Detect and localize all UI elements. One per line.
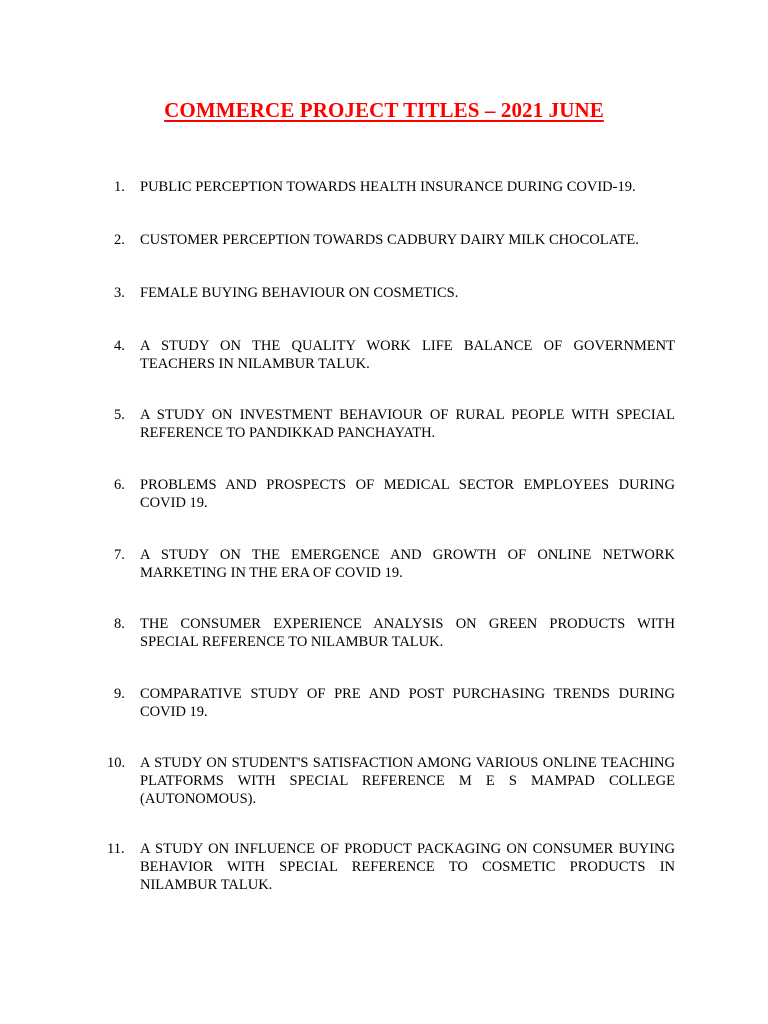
list-item-text: A STUDY ON STUDENT'S SATISFACTION AMONG VARIOUS ONLINE TEACHING PLATFORMS WITH SPECIAL REFERENCE M E S MAMPAD COLLEGE (AUTONOMOUS). (140, 755, 675, 807)
list-item-text: CUSTOMER PERCEPTION TOWARDS CADBURY DAIRY MILK CHOCOLATE. (140, 232, 639, 248)
list-item-number: 5. (114, 407, 125, 423)
list-item-text: A STUDY ON THE EMERGENCE AND GROWTH OF ONLINE NETWORK MARKETING IN THE ERA OF COVID 19. (140, 547, 675, 581)
list-item-number: 8. (114, 616, 125, 632)
list-item (100, 406, 675, 442)
list-item (100, 337, 675, 373)
list-item-number: 4. (114, 338, 125, 354)
list-item-number: 9. (114, 686, 125, 702)
list-item-text: A STUDY ON INVESTMENT BEHAVIOUR OF RURAL PEOPLE WITH SPECIAL REFERENCE TO PANDIKKAD PANCHAYATH. (140, 407, 675, 441)
list-item (100, 754, 675, 808)
list-item-text: A STUDY ON THE QUALITY WORK LIFE BALANCE OF GOVERNMENT TEACHERS IN NILAMBUR TALUK. (140, 338, 675, 372)
list-item (100, 231, 675, 249)
list-item (100, 685, 675, 721)
list-item (100, 178, 675, 196)
list-item (100, 840, 675, 894)
list-item-number: 7. (114, 547, 125, 563)
list-item-number: 1. (114, 179, 125, 195)
list-item-text: PUBLIC PERCEPTION TOWARDS HEALTH INSURANCE DURING COVID-19. (140, 179, 636, 195)
list-item-number: 2. (114, 232, 125, 248)
list-item-text: FEMALE BUYING BEHAVIOUR ON COSMETICS. (140, 285, 459, 301)
list-item-text: A STUDY ON INFLUENCE OF PRODUCT PACKAGING ON CONSUMER BUYING BEHAVIOR WITH SPECIAL REFERENCE TO COSMETIC PRODUCTS IN NILAMBUR TALUK. (140, 841, 675, 893)
list-item-number: 6. (114, 477, 125, 493)
list-item-text: PROBLEMS AND PROSPECTS OF MEDICAL SECTOR EMPLOYEES DURING COVID 19. (140, 477, 675, 511)
list-item (100, 615, 675, 651)
list-item-text: COMPARATIVE STUDY OF PRE AND POST PURCHASING TRENDS DURING COVID 19. (140, 686, 675, 720)
list-item (100, 546, 675, 582)
list-item-text: THE CONSUMER EXPERIENCE ANALYSIS ON GREEN PRODUCTS WITH SPECIAL REFERENCE TO NILAMBUR TALUK. (140, 616, 675, 650)
list-item (100, 476, 675, 512)
list-item-number: 10. (107, 755, 126, 771)
page-title: COMMERCE PROJECT TITLES – 2021 JUNE (164, 98, 604, 122)
list-item-number: 11. (107, 841, 125, 857)
list-item (100, 284, 675, 302)
list-item-number: 3. (114, 285, 125, 301)
